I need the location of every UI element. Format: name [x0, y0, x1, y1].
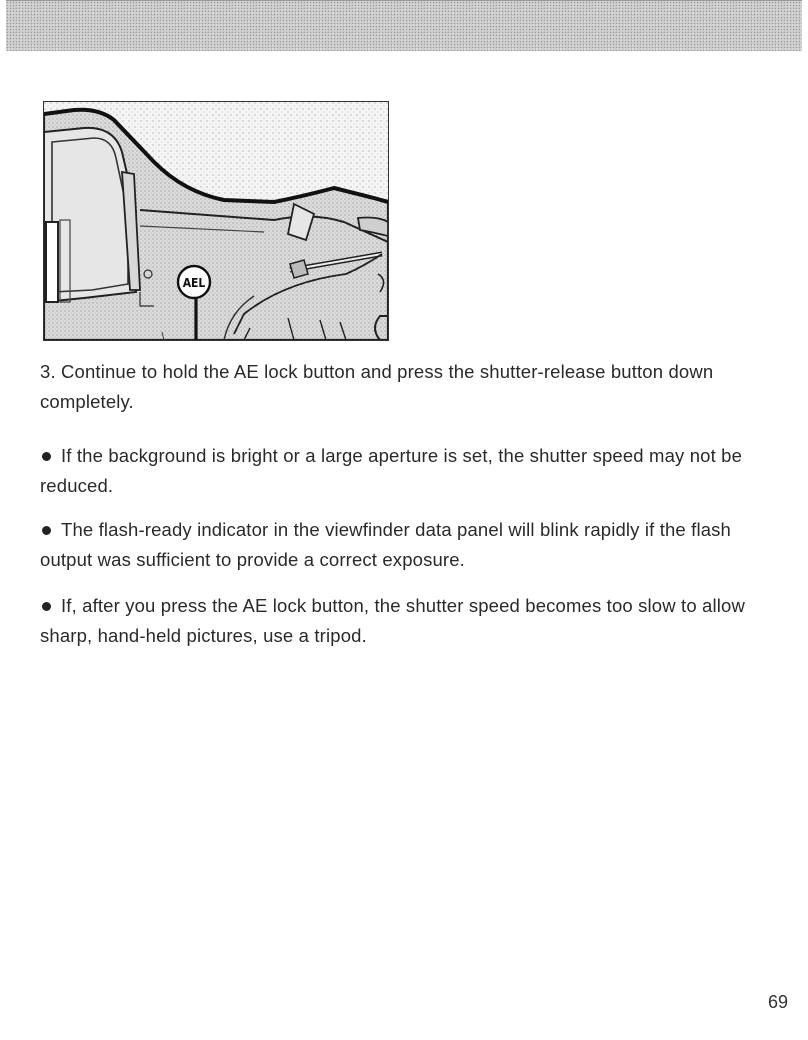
bullet-text: If, after you press the AE lock button, the shutter speed becomes too slow to allow sharp, hand-held pictures, use a tripod.	[40, 595, 745, 646]
page-number: 69	[767, 992, 788, 1012]
bullet-icon	[42, 452, 51, 461]
camera-ael-button-drawing	[44, 102, 388, 340]
bullet-text: The flash-ready indicator in the viewfinder data panel will blink rapidly if the flash output was sufficient to provide a correct exposure.	[40, 519, 731, 570]
bullet-item	[40, 515, 778, 575]
ael-button-label: AEL	[182, 276, 206, 290]
camera-illustration	[43, 101, 389, 341]
bullet-icon	[42, 602, 51, 611]
step-3-text: 3. Continue to hold the AE lock button and press the shutter-release button down completely.	[40, 361, 714, 412]
bullet-icon	[42, 526, 51, 535]
bullet-text: If the background is bright or a large aperture is set, the shutter speed may not be reduced.	[40, 445, 743, 496]
bullet-item	[40, 441, 778, 501]
header-band	[6, 0, 802, 51]
bullet-item	[40, 591, 778, 651]
